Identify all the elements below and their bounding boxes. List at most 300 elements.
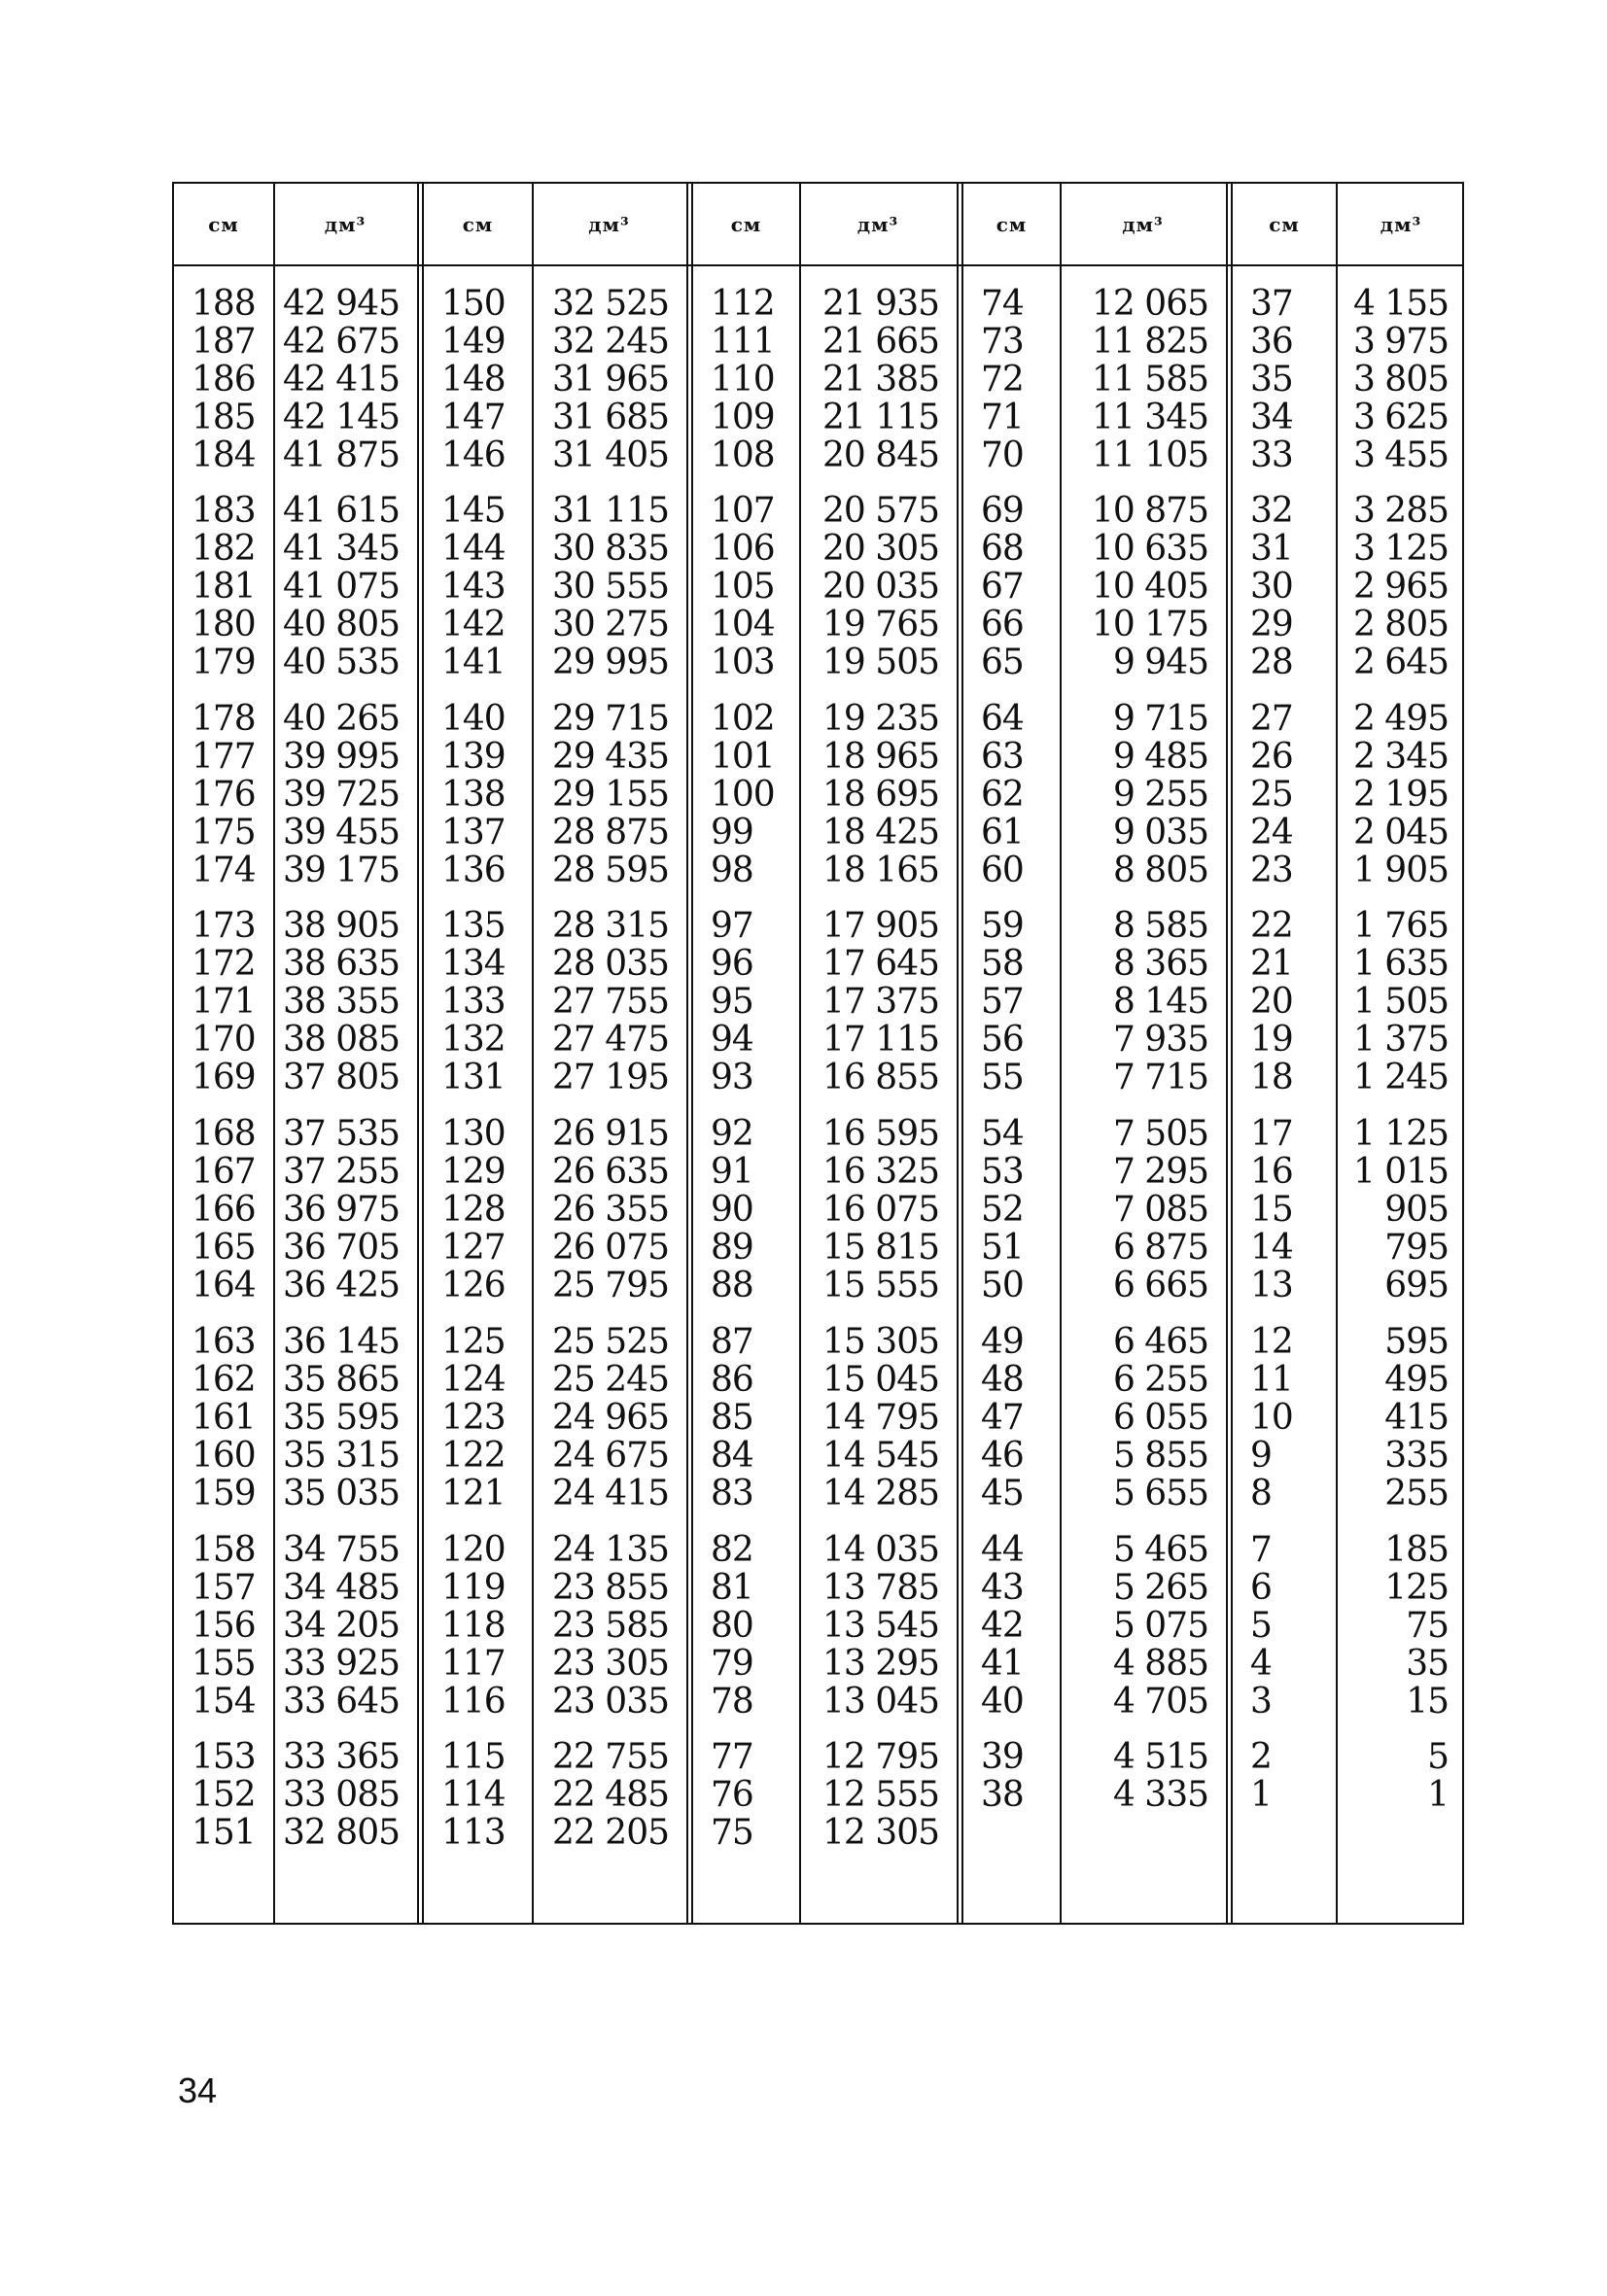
cell-volume: 36 145 xyxy=(283,1321,400,1362)
cell-cm: 77 xyxy=(711,1736,753,1777)
cell-cm: 2 xyxy=(1250,1736,1272,1777)
cell-cm: 138 xyxy=(441,774,506,815)
cell-volume: 25 795 xyxy=(552,1265,669,1305)
cell-cm: 104 xyxy=(711,604,775,644)
cell-volume: 22 205 xyxy=(552,1812,669,1853)
cell-volume: 18 695 xyxy=(822,774,939,815)
cell-volume: 2 495 xyxy=(1352,698,1449,739)
cell-volume: 11 105 xyxy=(1092,435,1208,475)
cell-cm: 79 xyxy=(711,1643,753,1684)
cell-volume: 18 165 xyxy=(822,850,939,890)
cell-volume: 5 265 xyxy=(1112,1567,1208,1608)
cell-volume: 2 045 xyxy=(1352,812,1449,852)
cell-cm: 139 xyxy=(441,736,506,777)
cell-volume: 14 795 xyxy=(822,1397,939,1438)
cell-cm: 49 xyxy=(981,1321,1024,1362)
cell-volume: 31 115 xyxy=(552,490,669,531)
cell-cm: 46 xyxy=(981,1435,1024,1476)
cell-volume: 37 805 xyxy=(283,1057,400,1097)
cell-cm: 169 xyxy=(192,1057,256,1097)
cell-volume: 20 575 xyxy=(822,490,939,531)
cell-cm: 43 xyxy=(981,1567,1024,1608)
cell-cm: 180 xyxy=(192,604,256,644)
cell-volume: 30 555 xyxy=(552,566,669,607)
cell-cm: 80 xyxy=(711,1605,753,1646)
cell-volume: 3 455 xyxy=(1352,435,1449,475)
cell-volume: 41 615 xyxy=(283,490,400,531)
cell-volume: 19 765 xyxy=(822,604,939,644)
cell-cm: 70 xyxy=(981,435,1024,475)
cell-volume: 1 015 xyxy=(1352,1151,1449,1192)
cell-volume: 14 285 xyxy=(822,1473,939,1513)
cell-cm: 156 xyxy=(192,1605,256,1646)
cell-cm: 146 xyxy=(441,435,506,475)
cell-cm: 27 xyxy=(1250,698,1293,739)
cell-volume: 11 345 xyxy=(1092,397,1208,437)
cell-cm: 73 xyxy=(981,321,1024,362)
cell-volume: 17 115 xyxy=(822,1019,939,1060)
cell-volume: 2 645 xyxy=(1352,642,1449,682)
cell-volume: 23 855 xyxy=(552,1567,669,1608)
cell-cm: 135 xyxy=(441,905,506,946)
cell-cm: 184 xyxy=(192,435,256,475)
cell-volume: 11 585 xyxy=(1092,359,1208,400)
cell-cm: 182 xyxy=(192,528,256,569)
cell-cm: 11 xyxy=(1250,1359,1293,1400)
cell-volume: 4 335 xyxy=(1112,1774,1208,1815)
cell-cm: 59 xyxy=(981,905,1024,946)
cell-cm: 74 xyxy=(981,283,1024,324)
cell-cm: 56 xyxy=(981,1019,1024,1060)
cell-cm: 186 xyxy=(192,359,256,400)
header-cm: см xyxy=(462,212,494,236)
cell-volume: 41 345 xyxy=(283,528,400,569)
cell-volume: 6 055 xyxy=(1112,1397,1208,1438)
cell-cm: 129 xyxy=(441,1151,506,1192)
cell-cm: 17 xyxy=(1250,1113,1293,1154)
cell-cm: 69 xyxy=(981,490,1024,531)
cell-cm: 57 xyxy=(981,981,1024,1022)
cell-volume: 17 375 xyxy=(822,981,939,1022)
cell-cm: 99 xyxy=(711,812,753,852)
cell-cm: 78 xyxy=(711,1681,753,1722)
cell-volume: 20 845 xyxy=(822,435,939,475)
cell-cm: 163 xyxy=(192,1321,256,1362)
cell-cm: 20 xyxy=(1250,981,1293,1022)
cell-volume: 29 995 xyxy=(552,642,669,682)
cell-volume: 35 035 xyxy=(283,1473,400,1513)
cell-volume: 6 875 xyxy=(1112,1227,1208,1268)
cell-cm: 32 xyxy=(1250,490,1293,531)
cell-volume: 1 765 xyxy=(1352,905,1449,946)
cell-volume: 795 xyxy=(1384,1227,1449,1268)
cell-volume: 2 345 xyxy=(1352,736,1449,777)
cell-volume: 33 645 xyxy=(283,1681,400,1722)
cell-volume: 335 xyxy=(1384,1435,1449,1476)
cell-volume: 12 555 xyxy=(822,1774,939,1815)
cell-cm: 15 xyxy=(1250,1189,1293,1230)
cell-volume: 27 195 xyxy=(552,1057,669,1097)
cell-volume: 39 725 xyxy=(283,774,400,815)
cell-volume: 1 245 xyxy=(1352,1057,1449,1097)
cell-volume: 5 655 xyxy=(1112,1473,1208,1513)
cell-volume: 33 925 xyxy=(283,1643,400,1684)
cell-cm: 133 xyxy=(441,981,506,1022)
cell-cm: 112 xyxy=(711,283,775,324)
cell-volume: 16 325 xyxy=(822,1151,939,1192)
cell-volume: 12 795 xyxy=(822,1736,939,1777)
cell-cm: 150 xyxy=(441,283,506,324)
cell-cm: 117 xyxy=(441,1643,506,1684)
cell-volume: 17 645 xyxy=(822,943,939,984)
cell-cm: 111 xyxy=(711,321,775,362)
cell-cm: 36 xyxy=(1250,321,1293,362)
cell-volume: 5 xyxy=(1427,1736,1449,1777)
cell-volume: 21 115 xyxy=(822,397,939,437)
cell-volume: 39 175 xyxy=(283,850,400,890)
cell-volume: 32 525 xyxy=(552,283,669,324)
cell-cm: 31 xyxy=(1250,528,1293,569)
cell-cm: 118 xyxy=(441,1605,506,1646)
cell-cm: 58 xyxy=(981,943,1024,984)
cell-cm: 172 xyxy=(192,943,256,984)
cell-cm: 149 xyxy=(441,321,506,362)
cell-volume: 9 715 xyxy=(1112,698,1208,739)
cell-volume: 33 085 xyxy=(283,1774,400,1815)
cell-volume: 36 425 xyxy=(283,1265,400,1305)
cell-cm: 120 xyxy=(441,1529,506,1570)
cell-cm: 162 xyxy=(192,1359,256,1400)
cell-cm: 52 xyxy=(981,1189,1024,1230)
cell-cm: 5 xyxy=(1250,1605,1272,1646)
cell-volume: 24 965 xyxy=(552,1397,669,1438)
cell-cm: 116 xyxy=(441,1681,506,1722)
cell-volume: 5 075 xyxy=(1112,1605,1208,1646)
cell-volume: 39 995 xyxy=(283,736,400,777)
cell-volume: 42 145 xyxy=(283,397,400,437)
cell-volume: 29 715 xyxy=(552,698,669,739)
cell-volume: 32 245 xyxy=(552,321,669,362)
cell-cm: 47 xyxy=(981,1397,1024,1438)
header-separator xyxy=(174,264,1462,266)
cell-volume: 19 505 xyxy=(822,642,939,682)
cell-volume: 34 205 xyxy=(283,1605,400,1646)
cell-cm: 159 xyxy=(192,1473,256,1513)
cell-volume: 905 xyxy=(1384,1189,1449,1230)
cell-volume: 39 455 xyxy=(283,812,400,852)
cell-volume: 695 xyxy=(1384,1265,1449,1305)
cell-cm: 122 xyxy=(441,1435,506,1476)
cell-cm: 174 xyxy=(192,850,256,890)
cell-cm: 168 xyxy=(192,1113,256,1154)
cell-volume: 37 535 xyxy=(283,1113,400,1154)
cell-volume: 7 505 xyxy=(1112,1113,1208,1154)
cell-volume: 26 075 xyxy=(552,1227,669,1268)
cell-cm: 35 xyxy=(1250,359,1293,400)
cell-cm: 68 xyxy=(981,528,1024,569)
cell-volume: 26 915 xyxy=(552,1113,669,1154)
cell-volume: 1 635 xyxy=(1352,943,1449,984)
cell-volume: 33 365 xyxy=(283,1736,400,1777)
cell-cm: 53 xyxy=(981,1151,1024,1192)
cell-cm: 93 xyxy=(711,1057,753,1097)
cell-cm: 171 xyxy=(192,981,256,1022)
cell-cm: 151 xyxy=(192,1812,256,1853)
cell-volume: 42 415 xyxy=(283,359,400,400)
cell-cm: 44 xyxy=(981,1529,1024,1570)
cell-volume: 24 675 xyxy=(552,1435,669,1476)
cell-volume: 40 265 xyxy=(283,698,400,739)
cell-cm: 132 xyxy=(441,1019,506,1060)
cell-volume: 38 085 xyxy=(283,1019,400,1060)
cell-cm: 86 xyxy=(711,1359,753,1400)
cell-volume: 595 xyxy=(1384,1321,1449,1362)
cell-cm: 152 xyxy=(192,1774,256,1815)
cell-cm: 157 xyxy=(192,1567,256,1608)
cell-volume: 38 905 xyxy=(283,905,400,946)
cell-volume: 34 485 xyxy=(283,1567,400,1608)
cell-cm: 181 xyxy=(192,566,256,607)
cell-volume: 23 035 xyxy=(552,1681,669,1722)
cell-volume: 9 485 xyxy=(1112,736,1208,777)
cell-cm: 92 xyxy=(711,1113,753,1154)
panel-divider xyxy=(686,184,693,1923)
cell-cm: 97 xyxy=(711,905,753,946)
cell-volume: 36 705 xyxy=(283,1227,400,1268)
cell-volume: 24 415 xyxy=(552,1473,669,1513)
cell-cm: 96 xyxy=(711,943,753,984)
cell-cm: 16 xyxy=(1250,1151,1293,1192)
cell-cm: 21 xyxy=(1250,943,1293,984)
cell-volume: 7 715 xyxy=(1112,1057,1208,1097)
cell-volume: 22 485 xyxy=(552,1774,669,1815)
cell-cm: 65 xyxy=(981,642,1024,682)
cell-volume: 23 585 xyxy=(552,1605,669,1646)
cell-cm: 155 xyxy=(192,1643,256,1684)
cell-volume: 5 465 xyxy=(1112,1529,1208,1570)
cell-cm: 60 xyxy=(981,850,1024,890)
cell-cm: 28 xyxy=(1250,642,1293,682)
cell-cm: 90 xyxy=(711,1189,753,1230)
header-cm: см xyxy=(1269,212,1300,236)
cell-cm: 141 xyxy=(441,642,506,682)
cell-cm: 29 xyxy=(1250,604,1293,644)
cell-volume: 16 075 xyxy=(822,1189,939,1230)
cell-volume: 22 755 xyxy=(552,1736,669,1777)
cell-volume: 8 365 xyxy=(1112,943,1208,984)
cell-cm: 128 xyxy=(441,1189,506,1230)
cell-cm: 64 xyxy=(981,698,1024,739)
cell-cm: 61 xyxy=(981,812,1024,852)
cell-volume: 185 xyxy=(1384,1529,1449,1570)
header-volume: дм³ xyxy=(588,212,630,236)
cell-volume: 31 685 xyxy=(552,397,669,437)
cell-cm: 153 xyxy=(192,1736,256,1777)
cell-cm: 66 xyxy=(981,604,1024,644)
cell-volume: 4 705 xyxy=(1112,1681,1208,1722)
cell-volume: 2 965 xyxy=(1352,566,1449,607)
cell-cm: 91 xyxy=(711,1151,753,1192)
cell-cm: 130 xyxy=(441,1113,506,1154)
cell-cm: 106 xyxy=(711,528,775,569)
cell-volume: 415 xyxy=(1384,1397,1449,1438)
cell-cm: 51 xyxy=(981,1227,1024,1268)
cell-volume: 3 975 xyxy=(1352,321,1449,362)
cell-cm: 131 xyxy=(441,1057,506,1097)
cell-cm: 179 xyxy=(192,642,256,682)
cell-cm: 14 xyxy=(1250,1227,1293,1268)
cell-volume: 30 835 xyxy=(552,528,669,569)
cell-cm: 144 xyxy=(441,528,506,569)
cell-cm: 12 xyxy=(1250,1321,1293,1362)
cell-cm: 85 xyxy=(711,1397,753,1438)
cell-cm: 123 xyxy=(441,1397,506,1438)
cell-cm: 8 xyxy=(1250,1473,1272,1513)
cell-cm: 166 xyxy=(192,1189,256,1230)
cell-cm: 165 xyxy=(192,1227,256,1268)
cell-cm: 33 xyxy=(1250,435,1293,475)
column-divider xyxy=(1060,184,1062,1923)
cell-volume: 8 805 xyxy=(1112,850,1208,890)
cell-volume: 13 785 xyxy=(822,1567,939,1608)
cell-volume: 25 245 xyxy=(552,1359,669,1400)
cell-cm: 94 xyxy=(711,1019,753,1060)
cell-cm: 4 xyxy=(1250,1643,1272,1684)
cell-volume: 11 825 xyxy=(1092,321,1208,362)
cell-cm: 1 xyxy=(1250,1774,1272,1815)
cell-cm: 142 xyxy=(441,604,506,644)
cell-cm: 147 xyxy=(441,397,506,437)
cell-cm: 48 xyxy=(981,1359,1024,1400)
cell-volume: 27 475 xyxy=(552,1019,669,1060)
cell-cm: 161 xyxy=(192,1397,256,1438)
cell-cm: 124 xyxy=(441,1359,506,1400)
cell-volume: 34 755 xyxy=(283,1529,400,1570)
cell-cm: 75 xyxy=(711,1812,753,1853)
cell-cm: 134 xyxy=(441,943,506,984)
cell-cm: 103 xyxy=(711,642,775,682)
cell-cm: 164 xyxy=(192,1265,256,1305)
cell-volume: 31 965 xyxy=(552,359,669,400)
cell-cm: 45 xyxy=(981,1473,1024,1513)
cell-volume: 7 295 xyxy=(1112,1151,1208,1192)
cell-cm: 82 xyxy=(711,1529,753,1570)
column-divider xyxy=(532,184,534,1923)
cell-cm: 95 xyxy=(711,981,753,1022)
cell-volume: 12 065 xyxy=(1092,283,1208,324)
cell-cm: 30 xyxy=(1250,566,1293,607)
cell-cm: 76 xyxy=(711,1774,753,1815)
cell-cm: 18 xyxy=(1250,1057,1293,1097)
cell-cm: 38 xyxy=(981,1774,1024,1815)
cell-volume: 20 305 xyxy=(822,528,939,569)
cell-cm: 109 xyxy=(711,397,775,437)
cell-volume: 3 285 xyxy=(1352,490,1449,531)
cell-cm: 108 xyxy=(711,435,775,475)
cell-cm: 143 xyxy=(441,566,506,607)
cell-cm: 175 xyxy=(192,812,256,852)
cell-cm: 98 xyxy=(711,850,753,890)
cell-volume: 18 425 xyxy=(822,812,939,852)
cell-cm: 136 xyxy=(441,850,506,890)
cell-cm: 10 xyxy=(1250,1397,1293,1438)
cell-cm: 6 xyxy=(1250,1567,1272,1608)
cell-volume: 18 965 xyxy=(822,736,939,777)
cell-volume: 28 595 xyxy=(552,850,669,890)
cell-cm: 183 xyxy=(192,490,256,531)
cell-volume: 42 945 xyxy=(283,283,400,324)
cell-volume: 2 195 xyxy=(1352,774,1449,815)
cell-volume: 75 xyxy=(1406,1605,1449,1646)
column-divider xyxy=(1336,184,1338,1923)
cell-volume: 7 085 xyxy=(1112,1189,1208,1230)
cell-volume: 41 875 xyxy=(283,435,400,475)
column-divider xyxy=(799,184,801,1923)
header-volume: дм³ xyxy=(1122,212,1164,236)
cell-cm: 34 xyxy=(1250,397,1293,437)
cell-volume: 9 945 xyxy=(1112,642,1208,682)
cell-volume: 21 935 xyxy=(822,283,939,324)
cell-cm: 127 xyxy=(441,1227,506,1268)
cell-volume: 14 545 xyxy=(822,1435,939,1476)
cell-cm: 114 xyxy=(441,1774,506,1815)
cell-cm: 72 xyxy=(981,359,1024,400)
cell-volume: 10 175 xyxy=(1092,604,1208,644)
cell-volume: 16 855 xyxy=(822,1057,939,1097)
panel-divider xyxy=(1226,184,1233,1923)
cell-cm: 23 xyxy=(1250,850,1293,890)
cell-cm: 63 xyxy=(981,736,1024,777)
cell-volume: 28 875 xyxy=(552,812,669,852)
cell-volume: 32 805 xyxy=(283,1812,400,1853)
cell-cm: 67 xyxy=(981,566,1024,607)
cell-volume: 3 125 xyxy=(1352,528,1449,569)
cell-volume: 28 035 xyxy=(552,943,669,984)
cell-volume: 1 905 xyxy=(1352,850,1449,890)
cell-cm: 24 xyxy=(1250,812,1293,852)
cell-volume: 6 465 xyxy=(1112,1321,1208,1362)
cell-volume: 13 295 xyxy=(822,1643,939,1684)
cell-cm: 105 xyxy=(711,566,775,607)
header-cm: см xyxy=(730,212,762,236)
cell-volume: 10 875 xyxy=(1092,490,1208,531)
cell-volume: 38 355 xyxy=(283,981,400,1022)
cell-cm: 137 xyxy=(441,812,506,852)
cell-cm: 19 xyxy=(1250,1019,1293,1060)
cell-volume: 9 035 xyxy=(1112,812,1208,852)
cell-volume: 125 xyxy=(1384,1567,1449,1608)
cell-cm: 22 xyxy=(1250,905,1293,946)
cell-cm: 102 xyxy=(711,698,775,739)
cell-cm: 167 xyxy=(192,1151,256,1192)
cell-volume: 29 155 xyxy=(552,774,669,815)
cell-volume: 42 675 xyxy=(283,321,400,362)
cell-volume: 1 125 xyxy=(1352,1113,1449,1154)
cell-volume: 41 075 xyxy=(283,566,400,607)
cell-volume: 36 975 xyxy=(283,1189,400,1230)
cell-volume: 35 xyxy=(1406,1643,1449,1684)
cell-volume: 4 155 xyxy=(1352,283,1449,324)
cell-cm: 145 xyxy=(441,490,506,531)
cell-cm: 81 xyxy=(711,1567,753,1608)
cell-cm: 100 xyxy=(711,774,775,815)
cell-cm: 55 xyxy=(981,1057,1024,1097)
cell-cm: 170 xyxy=(192,1019,256,1060)
cell-cm: 158 xyxy=(192,1529,256,1570)
header-volume: дм³ xyxy=(1380,212,1422,236)
panel-divider xyxy=(417,184,424,1923)
cell-volume: 16 595 xyxy=(822,1113,939,1154)
